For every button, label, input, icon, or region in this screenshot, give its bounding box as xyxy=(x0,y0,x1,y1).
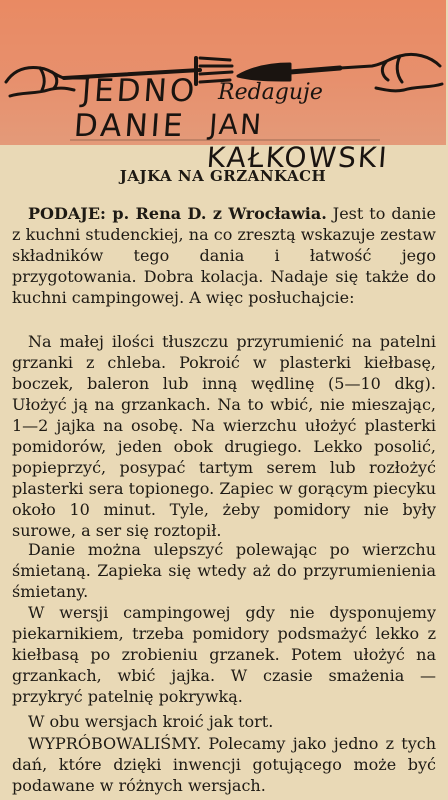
column-author: JAN KAŁKOWSKI xyxy=(205,108,390,174)
recipe-intro-text: Jest to danie z kuchni studenckiej, na co zresztą wskazuje zestaw składników tego dania i łatwość jego przygotowania. Dobra kolacja. Nadaje się także do kuchni campingowej. A więc posłuchajcie: xyxy=(12,204,436,307)
recipe-source: PODAJE: p. Rena D. z Wrocławia. xyxy=(28,204,327,223)
column-editor-label: Redaguje xyxy=(218,80,323,105)
column-title-line1: JEDNO xyxy=(80,73,199,109)
recipe-title: JAJKA NA GRZANKACH xyxy=(119,167,327,185)
recipe-instructions: Na małej ilości tłuszczu przyrumienić na patelni grzanki z chleba. Pokroić w plasterki kiełbasę, boczek, baleron lub inną wędlinę (5—10 dkg). Ułożyć ją na grzankach. Na to wbić, nie mieszając, 1—2 jajka na osobę. Na wierzchu ułożyć plasterki pomidorów, jeden obok drugiego. Lekko posolić, popieprzyć, posypać tartym serem lub rozłożyć plasterki sera topionego. Zapiec w gorącym piecyku około 10 minut. Tyle, żeby pomidory nie były surowe, a ser się roztopił. xyxy=(12,332,436,540)
recipe-camping-version: W wersji campingowej gdy nie dysponujemy piekarnikiem, trzeba pomidory podsmażyć lekko z kiełbasą po zrobieniu grzanek. Potem ułożyć na grzankach, wbić jajka. W czasie smażenia — przykryć patelnię pokrywką. xyxy=(12,603,436,706)
column-header xyxy=(0,0,446,174)
recipe-verdict: WYPRÓBOWALIŚMY. Polecamy jako jedno z tych dań, które dzięki inwencji gotującego może być podawane w różnych wersjach. xyxy=(12,734,436,795)
column-title-line2: DANIE xyxy=(72,108,187,144)
recipe-intro xyxy=(12,203,436,308)
recipe-serving-note: W obu wersjach kroić jak tort. xyxy=(28,712,274,731)
recipe-variation: Danie można ulepszyć polewając po wierzchu śmietaną. Zapieka się wtedy aż do przyrumienienia śmietany. xyxy=(12,540,436,601)
